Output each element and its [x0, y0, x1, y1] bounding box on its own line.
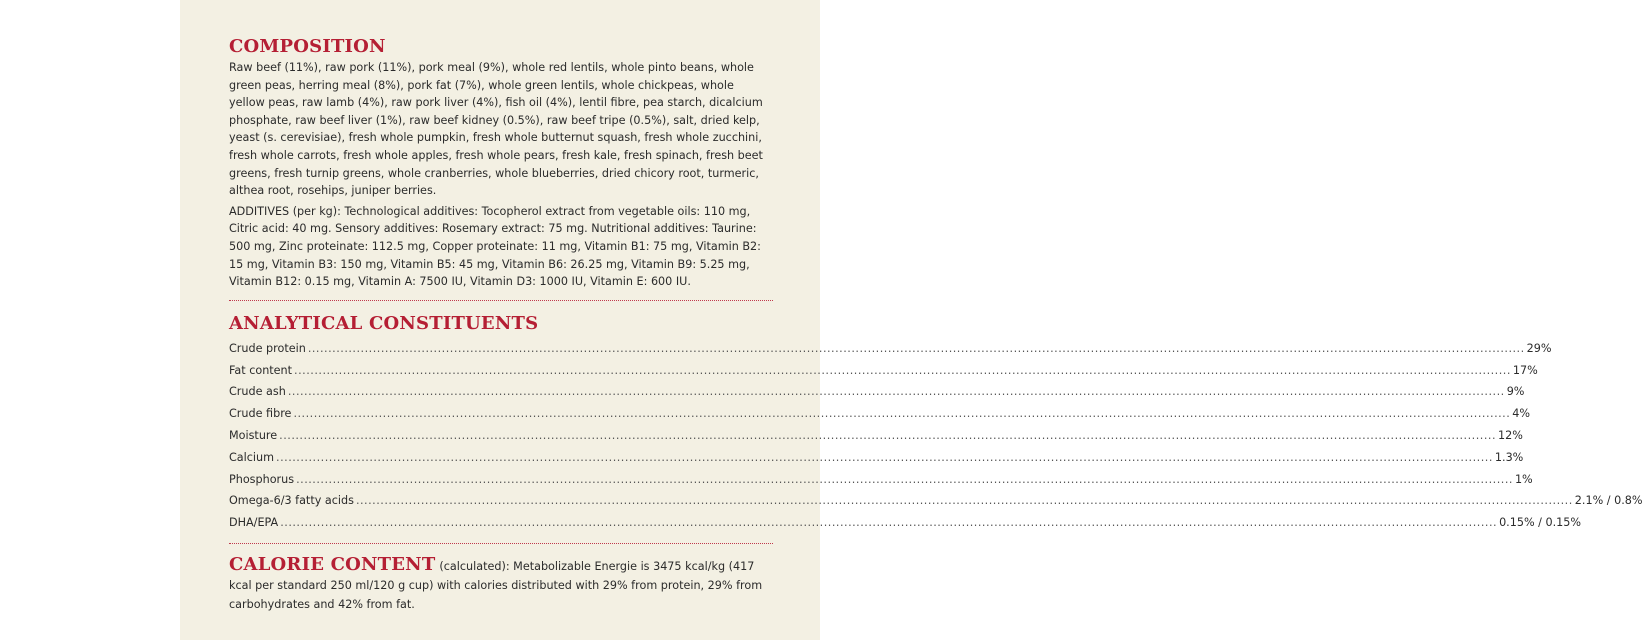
- constituent-value: 4%: [1512, 407, 1531, 421]
- composition-additives: ADDITIVES (per kg): Technological additives: Tocopherol extract from vegetable oils: 110 mg, Citric acid: 40 mg. Sensory additives: Rosemary extract: 75 mg. Nutritional additives: Taurine: 500 mg, Zinc proteinate: 112.5 mg, Copper proteinate: 11 mg, Vitamin B1: 75 mg, Vitamin B2: 15 mg, Vitamin B3: 150 mg, Vitamin B5: 45 mg, Vitamin B6: 26.25 mg, Vitamin B9: 5.25 mg, Vitamin B12: 0.15 mg, Vitamin A: 7500 IU, Vitamin D3: 1000 IU, Vitamin E: 600 IU.: [229, 204, 761, 289]
- constituent-name: Crude fibre: [229, 407, 292, 421]
- analytical-heading: ANALYTICAL CONSTITUENTS: [229, 312, 539, 334]
- label-content: [229, 36, 1643, 614]
- calorie-paragraph: [229, 554, 773, 614]
- analytical-row: [229, 403, 1531, 425]
- constituent-name: Moisture: [229, 428, 278, 442]
- constituent-name: Crude protein: [229, 341, 306, 355]
- constituent-value: 0.15% / 0.15%: [1499, 516, 1582, 530]
- dot-leader: ............................................................................................................................................................................................................................................................................................................: [294, 363, 1511, 377]
- dot-leader: ............................................................................................................................................................................................................................................................................................................: [296, 472, 1513, 486]
- constituent-name: Omega-6/3 fatty acids: [229, 494, 354, 508]
- dot-leader: ............................................................................................................................................................................................................................................................................................................: [293, 407, 1511, 421]
- dot-leader: ............................................................................................................................................................................................................................................................................................................: [279, 428, 1497, 442]
- calorie-heading: CALORIE CONTENT: [229, 553, 436, 575]
- constituent-name: Crude ash: [229, 385, 286, 399]
- analytical-table: [229, 338, 1643, 534]
- dot-leader: ............................................................................................................................................................................................................................................................................................................: [280, 516, 1498, 530]
- dot-leader: ............................................................................................................................................................................................................................................................................................................: [355, 494, 1573, 508]
- constituent-value: 1%: [1514, 472, 1533, 486]
- section-divider: [229, 300, 773, 301]
- composition-heading: COMPOSITION: [229, 36, 386, 57]
- constituent-value: 29%: [1526, 341, 1552, 355]
- dot-leader: ............................................................................................................................................................................................................................................................................................................: [276, 450, 1493, 464]
- section-divider: [229, 543, 773, 544]
- analytical-section: [229, 312, 1643, 534]
- analytical-row: [229, 338, 1552, 360]
- label-panel: [180, 0, 1643, 640]
- constituent-value: 17%: [1512, 363, 1538, 377]
- analytical-row: [229, 469, 1533, 491]
- constituent-value: 1.3%: [1494, 450, 1524, 464]
- constituent-value: 2.1% / 0.8%: [1574, 494, 1643, 508]
- analytical-row: [229, 490, 1643, 512]
- analytical-row: [229, 381, 1525, 403]
- constituent-name: Fat content: [229, 363, 293, 377]
- constituent-name: DHA/EPA: [229, 516, 279, 530]
- analytical-row: [229, 425, 1523, 447]
- constituent-name: Phosphorus: [229, 472, 295, 486]
- constituent-value: 9%: [1506, 385, 1525, 399]
- dot-leader: ............................................................................................................................................................................................................................................................................................................: [307, 341, 1525, 355]
- analytical-row: [229, 447, 1524, 469]
- constituent-name: Calcium: [229, 450, 275, 464]
- composition-section: [229, 36, 773, 291]
- analytical-row: [229, 512, 1582, 534]
- calorie-section: [229, 554, 773, 614]
- calorie-text: (calculated): Metabolizable Energie is 3475 kcal/kg (417 kcal per standard 250 ml/120 g cup) with calories distributed with 29% from protein, 29% from carbohydrates and 42% from fat.: [229, 559, 763, 611]
- dot-leader: ............................................................................................................................................................................................................................................................................................................: [287, 385, 1505, 399]
- composition-ingredients: Raw beef (11%), raw pork (11%), pork meal (9%), whole red lentils, whole pinto beans, whole green peas, herring meal (8%), pork fat (7%), whole green lentils, whole chickpeas, whole yellow peas, raw lamb (4%), raw pork liver (4%), fish oil (4%), lentil fibre, pea starch, dicalcium phosphate, raw beef liver (1%), raw beef kidney (0.5%), raw beef tripe (0.5%), salt, dried kelp, yeast (s. cerevisiae), fresh whole pumpkin, fresh whole butternut squash, fresh whole zucchini, fresh whole carrots, fresh whole apples, fresh whole pears, fresh kale, fresh spinach, fresh beet greens, fresh turnip greens, whole cranberries, whole blueberries, dried chicory root, turmeric, althea root, rosehips, juniper berries.: [229, 61, 763, 198]
- constituent-value: 12%: [1498, 428, 1523, 442]
- analytical-row: [229, 360, 1538, 382]
